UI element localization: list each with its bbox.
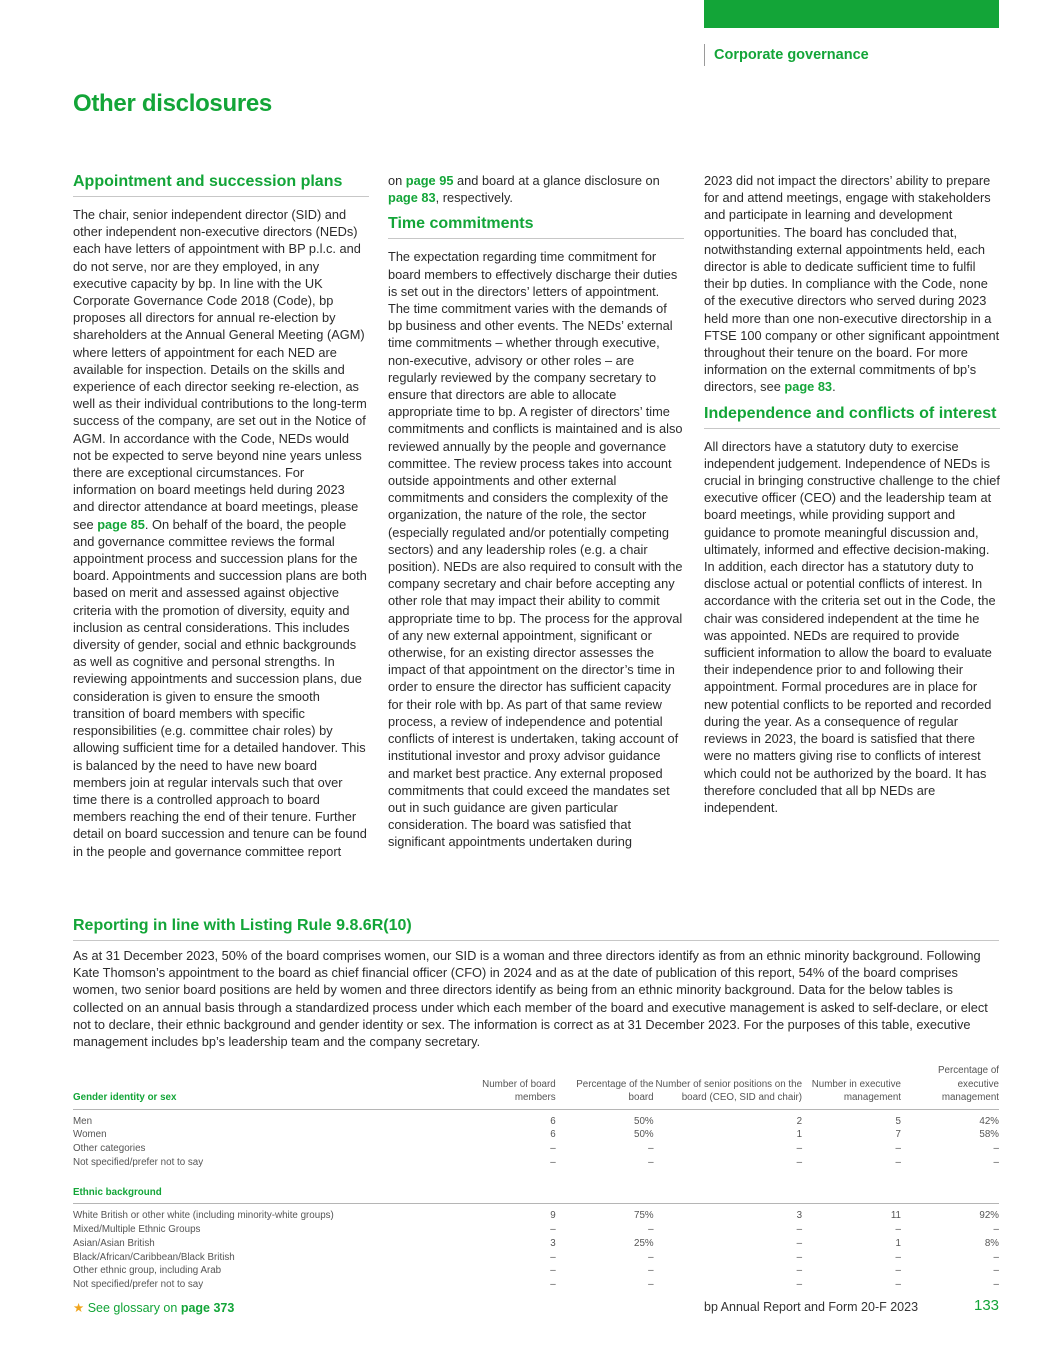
table-row: [73, 1142, 999, 1156]
col-header-board-members: Number of board members: [457, 1064, 556, 1109]
ethnic-section-title: Ethnic background: [73, 1186, 457, 1204]
cell-value: 42%: [979, 1115, 999, 1127]
cell-value: 25%: [634, 1237, 654, 1249]
diversity-table: [73, 1064, 999, 1292]
page-83-link-2[interactable]: page 83: [784, 379, 833, 395]
page-83-link[interactable]: page 83: [388, 190, 436, 206]
time-commitments-heading: Time commitments: [388, 214, 684, 239]
cell-value: –: [895, 1223, 901, 1235]
cell-value: –: [993, 1156, 999, 1168]
ethnic-section-header: [73, 1170, 999, 1204]
cell-value: –: [796, 1223, 803, 1235]
table-row: [73, 1264, 999, 1278]
cell-value: –: [993, 1279, 999, 1291]
cell-value: 6: [550, 1129, 556, 1141]
cell-value: –: [648, 1265, 654, 1277]
cell-value: –: [993, 1223, 999, 1235]
cell-value: 92%: [979, 1210, 999, 1222]
appointment-cont-b: and board at a glance disclosure on: [457, 173, 660, 188]
cell-value: –: [796, 1265, 803, 1277]
cell-value: 1: [895, 1237, 901, 1249]
col-header-senior-positions: Number of senior positions on the board (CEO, SID and chair): [654, 1064, 802, 1109]
appointment-heading: Appointment and succession plans: [73, 172, 369, 197]
independence-heading: Independence and conflicts of interest: [704, 404, 1000, 429]
cell-value: –: [895, 1156, 901, 1168]
cell-value: –: [648, 1156, 654, 1168]
cell-value: 8%: [984, 1237, 999, 1249]
cell-value: –: [895, 1251, 901, 1263]
ethnic-rows: [73, 1204, 999, 1292]
cell-value: –: [993, 1251, 999, 1263]
col-header-exec-number: Number in executive management: [802, 1064, 901, 1109]
time-commitments-continued: [704, 172, 1000, 396]
cell-value: 2: [796, 1115, 803, 1127]
ethnic-header-row: [73, 1186, 999, 1204]
cell-value: 50%: [634, 1129, 654, 1141]
cell-value: –: [648, 1279, 654, 1291]
cell-value: –: [796, 1156, 803, 1168]
glossary-text: See glossary on: [87, 1301, 178, 1315]
appointment-cont-c: , respectively.: [435, 190, 513, 206]
row-label: Not specified/prefer not to say: [73, 1279, 204, 1291]
cell-value: –: [550, 1156, 556, 1168]
cell-value: –: [993, 1143, 999, 1155]
time-cont-text: 2023 did not impact the directors’ ability to prepare for and attend meetings, engage with stakeholders and participate in learning and development opportunities. The board has concluded that, notwithstanding external appointments held, each director is able to dedicate sufficient time to fulfil their bp duties. In compliance with the Code, none of the executive directors who served during 2023 held more than one non-executive directorship in a FTSE 100 company or other significant appointment throughout their tenure on the board. For more information on the external commitments of bp’s directors, see: [704, 173, 1000, 395]
appointment-cont-a: on: [388, 173, 403, 188]
col-header-exec-percentage: Percentage of executive management: [901, 1064, 999, 1109]
diversity-table-wrapper: [73, 1064, 999, 1292]
appointment-continued: [388, 172, 684, 206]
col-header-board-percentage: Percentage of the board: [556, 1064, 654, 1109]
cell-value: –: [993, 1265, 999, 1277]
cell-value: 1: [796, 1129, 803, 1141]
column-3: [704, 172, 1000, 816]
appointment-body: [73, 206, 369, 860]
row-label: Women: [73, 1129, 107, 1141]
cell-value: –: [796, 1251, 803, 1263]
cell-value: –: [796, 1237, 803, 1249]
cell-value: –: [550, 1143, 556, 1155]
page-95-link[interactable]: page 95: [405, 173, 454, 188]
cell-value: 3: [796, 1210, 803, 1222]
time-commitments-body: The expectation regarding time commitment for board members to effectively discharge their duties is set out in the directors’ letters of appointment. The time commitment varies with the demands of bp business and other events. The NEDs’ external time commitments – whether through executive, non-executive, advisory or other roles – are regularly reviewed by the company secretary to ensure that directors are able to allocate appropriate time to bp. A register of directors’ time commitments and conflicts is maintained and is also reviewed annually by the people and governance committee. The review process takes into account outside appointments and other external commitments and considers the complexity of the organization, the nature of the role, the sector (especially regulated and/or potentially competing sectors) and any leadership roles (e.g. a chair position). NEDs are also required to consult with the company secretary and chair before accepting any other role that may impact their ability to commit appropriate time to bp. The process for the approval of any new external appointment, significant or otherwise, for an existing director assesses the impact of that appointment on the director’s time in order to ensure the director has sufficient capacity for their role with bp. As part of that same review process, a review of independence and potential conflicts of interest is undertaken, taking account of institutional investor and proxy advisor guidance and market best practice. Any external proposed commitments that could exceed the mandates set out in such guidance are given particular consideration. The board was satisfied that significant appointments undertaken during: [388, 249, 683, 850]
table-row: [73, 1204, 999, 1223]
cell-value: –: [550, 1279, 556, 1291]
cell-value: –: [550, 1265, 556, 1277]
section-label: Corporate governance: [704, 44, 869, 66]
cell-value: 5: [895, 1115, 901, 1127]
table-header-row: [73, 1064, 999, 1109]
cell-value: 9: [550, 1210, 556, 1222]
reporting-section: [73, 916, 999, 1050]
cell-value: 75%: [634, 1210, 654, 1222]
row-label: Black/African/Caribbean/Black British: [73, 1251, 235, 1263]
report-name: bp Annual Report and Form 20-F 2023: [704, 1300, 919, 1314]
cell-value: –: [550, 1251, 556, 1263]
cell-value: 7: [895, 1129, 901, 1141]
glossary-page-link[interactable]: page 373: [180, 1301, 235, 1315]
row-label: Mixed/Multiple Ethnic Groups: [73, 1223, 201, 1235]
table-row: [73, 1109, 999, 1128]
column-2: [388, 172, 684, 851]
row-label: White British or other white (including minority-white groups): [73, 1210, 334, 1222]
reporting-heading: Reporting in line with Listing Rule 9.8.6R(10): [73, 916, 999, 941]
table-row: [73, 1223, 999, 1237]
reporting-body: As at 31 December 2023, 50% of the board comprises women, our SID is a woman and three directors identify as from an ethnic minority background. Following Kate Thomson’s appointment to the board as chief financial officer (CFO) in 2024 and as at the date of publication of this report, 54% of the board comprises women, two senior board positions are held by women and three directors identify as being from an ethnic minority background. Data for the below tables is collected on an annual basis through a standardized process under which each member of the board and executive management is asked to self-declare, or elect not to declare, their ethnic background and gender identity or sex. The information is correct as at 31 December 2023. For the purposes of this table, executive management includes bp’s leadership team and the company secretary.: [73, 948, 988, 1050]
page-title: Other disclosures: [73, 90, 272, 117]
glossary-footer: [73, 1300, 234, 1315]
cell-value: –: [648, 1143, 654, 1155]
row-label: Other categories: [73, 1143, 146, 1155]
table-row: [73, 1237, 999, 1251]
table-row: [73, 1156, 999, 1170]
cell-value: 3: [550, 1237, 556, 1249]
cell-value: –: [895, 1143, 901, 1155]
row-label: Asian/Asian British: [73, 1237, 155, 1249]
page-85-link[interactable]: page 85: [97, 516, 145, 532]
row-label: Men: [73, 1115, 93, 1127]
table-row: [73, 1251, 999, 1265]
row-label: Other ethnic group, including Arab: [73, 1265, 222, 1277]
cell-value: 50%: [634, 1115, 654, 1127]
time-cont-end: .: [832, 379, 836, 395]
cell-value: –: [796, 1279, 803, 1291]
star-icon: ★: [73, 1301, 85, 1315]
cell-value: –: [895, 1265, 901, 1277]
cell-value: –: [796, 1143, 803, 1155]
cell-value: –: [648, 1251, 654, 1263]
cell-value: –: [550, 1223, 556, 1235]
gender-section-title: Gender identity or sex: [73, 1064, 457, 1109]
page-number: 133: [974, 1297, 1000, 1314]
cell-value: –: [648, 1223, 654, 1235]
table-row: [73, 1128, 999, 1142]
top-accent-bar: [704, 0, 999, 28]
table-row: [73, 1278, 999, 1292]
cell-value: –: [895, 1279, 901, 1291]
cell-value: 58%: [979, 1129, 999, 1141]
appointment-text-a: The chair, senior independent director (SID) and other independent non-executive directors (NEDs) each have letters of appointment with BP p.l.c. and do not serve, nor are they employed, in any executive capacity by bp. In line with the UK Corporate Governance Code 2018 (Code), bp proposes all directors for annual re-election by shareholders at the Annual General Meeting (AGM) where letters of appointment for each NED are available for inspection. Details on the skills and experience of each director seeking re-election, as well as their individual contributions to the long-term success of the company, are set out in the Notice of AGM. In accordance with the Code, NEDs would not be expected to serve beyond nine years unless there are exceptional circumstances. For information on board meetings held during 2023 and director attendance at board meetings, please see: [73, 207, 367, 532]
row-label: Not specified/prefer not to say: [73, 1156, 204, 1168]
cell-value: 6: [550, 1115, 556, 1127]
cell-value: 11: [890, 1210, 901, 1222]
column-1: [73, 172, 369, 860]
appointment-text-b: . On behalf of the board, the people and governance committee reviews the formal appointment process and succession plans for the board. Appointments and succession plans are both based on merit and assessed against objective criteria with the promotion of diversity, equity and inclusion as central considerations. This includes diversity of gender, social and ethnic backgrounds as well as cognitive and personal strengths. In reviewing appointments and succession plans, due consideration is given to ensure the smooth transition of board members with specific responsibilities (e.g. committee chair roles) by allowing sufficient time for a detailed handover. This is balanced by the need to have new board members join at regular intervals such that over time there is a controlled approach to board members reaching the end of their tenure. Further detail on board succession and tenure can be found in the people and governance committee report: [73, 516, 367, 859]
independence-body: All directors have a statutory duty to exercise independent judgement. Independence of NEDs is crucial in bringing constructive challenge to the chief executive officer (CEO) and the leadership team at board meetings, while providing support and guidance to promote meaningful discussion and, ultimately, informed and effective decision-making. In addition, each director has a statutory duty to disclose actual or potential conflicts of interest. In accordance with the criteria set out in the Code, the chair was considered independent at the time he was appointed. NEDs are required to provide sufficient information to allow the board to evaluate their independence prior to and following their appointment. Formal procedures are in place for new potential conflicts to be reported and recorded during the year. As a consequence of regular reviews in 2023, the board is satisfied that there were no matters giving rise to conflicts of interest which could not be authorized by the board. It has therefore concluded that all bp NEDs are independent.: [704, 438, 1000, 815]
gender-rows: [73, 1109, 999, 1170]
